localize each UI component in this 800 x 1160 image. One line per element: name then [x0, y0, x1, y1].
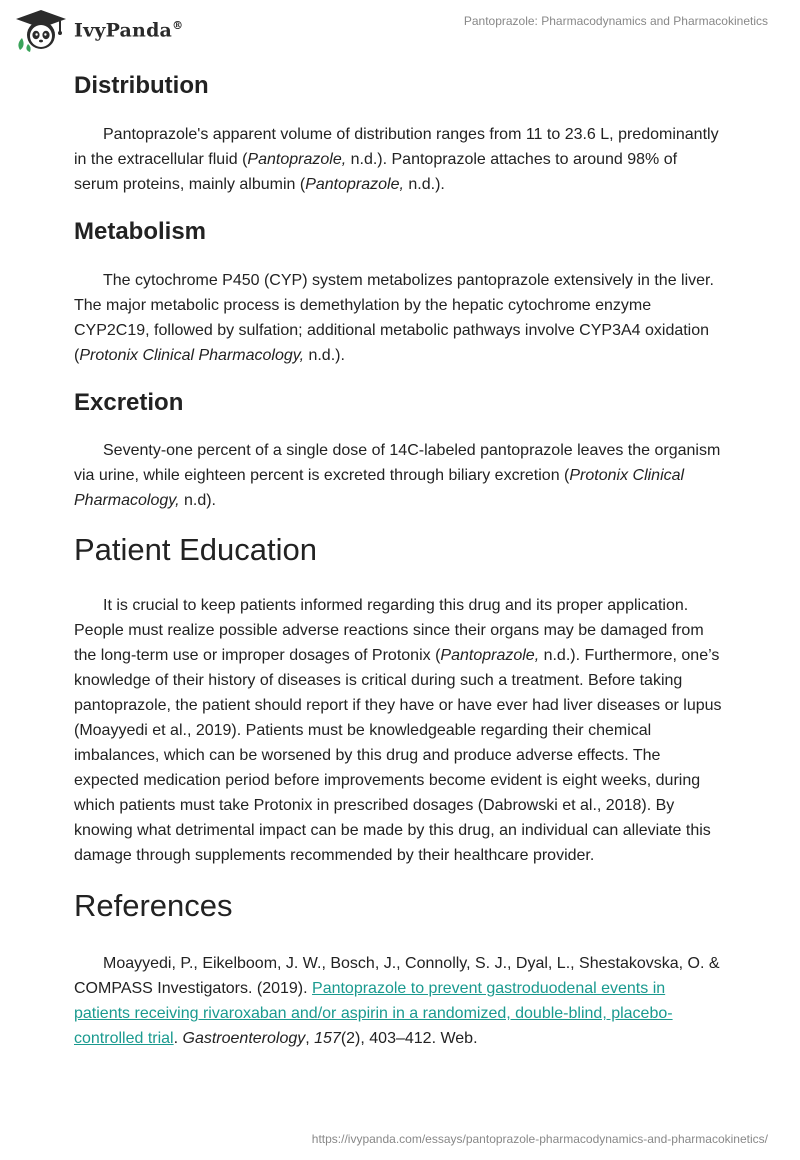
page-header [0, 0, 800, 60]
document-title: Pantoprazole: Pharmacodynamics and Pharmacokinetics [463, 14, 768, 28]
reference-link[interactable]: Pantoprazole to prevent gastroduodenal events in patients receiving rivaroxaban and/or aspirin in a randomized, double-blind, placebo-controlled trial [74, 980, 673, 1047]
heading-excretion: Excretion [74, 389, 184, 416]
brand-name: IvyPanda® [74, 18, 184, 42]
logo[interactable] [14, 8, 183, 52]
heading-references: References [74, 888, 233, 923]
paragraph-patient-education: It is crucial to keep patients informed regarding this drug and its proper application. People must realize possible adverse reactions since their organs may be damaged from the long-term use or improper dosages of Protonix (Pantoprazole, n.d.). Furthermore, one’s knowledge of their history of diseases is critical during such a treatment. Before taking pantoprazole, the patient should report if they have or have ever had liver diseases or lupus (Moayyedi et al., 2019). Patients must be knowledgeable regarding their chemical imbalances, which can be worsened by this drug and produce adverse effects. The expected medication period before improvements become evident is eight weeks, during which patients must take Protonix in prescribed dosages (Dabrowski et al., 2018). By knowing what detrimental impact can be made by this drug, an individual can alleviate this damage through supplements recommended by their healthcare provider. [74, 597, 722, 864]
panda-logo-icon [14, 8, 68, 52]
heading-distribution: Distribution [74, 72, 209, 99]
heading-patient-education: Patient Education [74, 532, 318, 567]
paragraph-distribution: Pantoprazole's apparent volume of distribution ranges from 11 to 23.6 L, predominantly in the extracellular fluid (Pantoprazole, n.d.). Pantoprazole attaches to around 98% of serum proteins, mainly albumin (Pantoprazole, n.d.). [74, 126, 719, 193]
article-body [74, 72, 724, 1051]
paragraph-metabolism: The cytochrome P450 (CYP) system metabolizes pantoprazole extensively in the liver. The major metabolic process is demethylation by the hepatic cytochrome enzyme CYP2C19, followed by sulfation; additional metabolic pathways involve CYP3A4 oxidation (Protonix Clinical Pharmacology, n.d.). [74, 272, 714, 364]
reference-entry: Moayyedi, P., Eikelboom, J. W., Bosch, J., Connolly, S. J., Dyal, L., Shestakovska, O. & COMPASS Investigators. (2019). Pantoprazole to prevent gastroduodenal events in patients receiving rivaroxaban and/or aspirin in a randomized, double-blind, placebo-controlled trial. Gastroenterology, 157(2), 403–412. Web. [74, 955, 720, 1047]
paragraph-excretion: Seventy-one percent of a single dose of 14C-labeled pantoprazole leaves the organism via urine, while eighteen percent is excreted through biliary excretion (Protonix Clinical Pharmacology, n.d). [74, 442, 721, 509]
heading-metabolism: Metabolism [74, 218, 207, 245]
source-url: https://ivypanda.com/essays/pantoprazole-pharmacodynamics-and-pharmacokinetics/ [311, 1132, 768, 1146]
